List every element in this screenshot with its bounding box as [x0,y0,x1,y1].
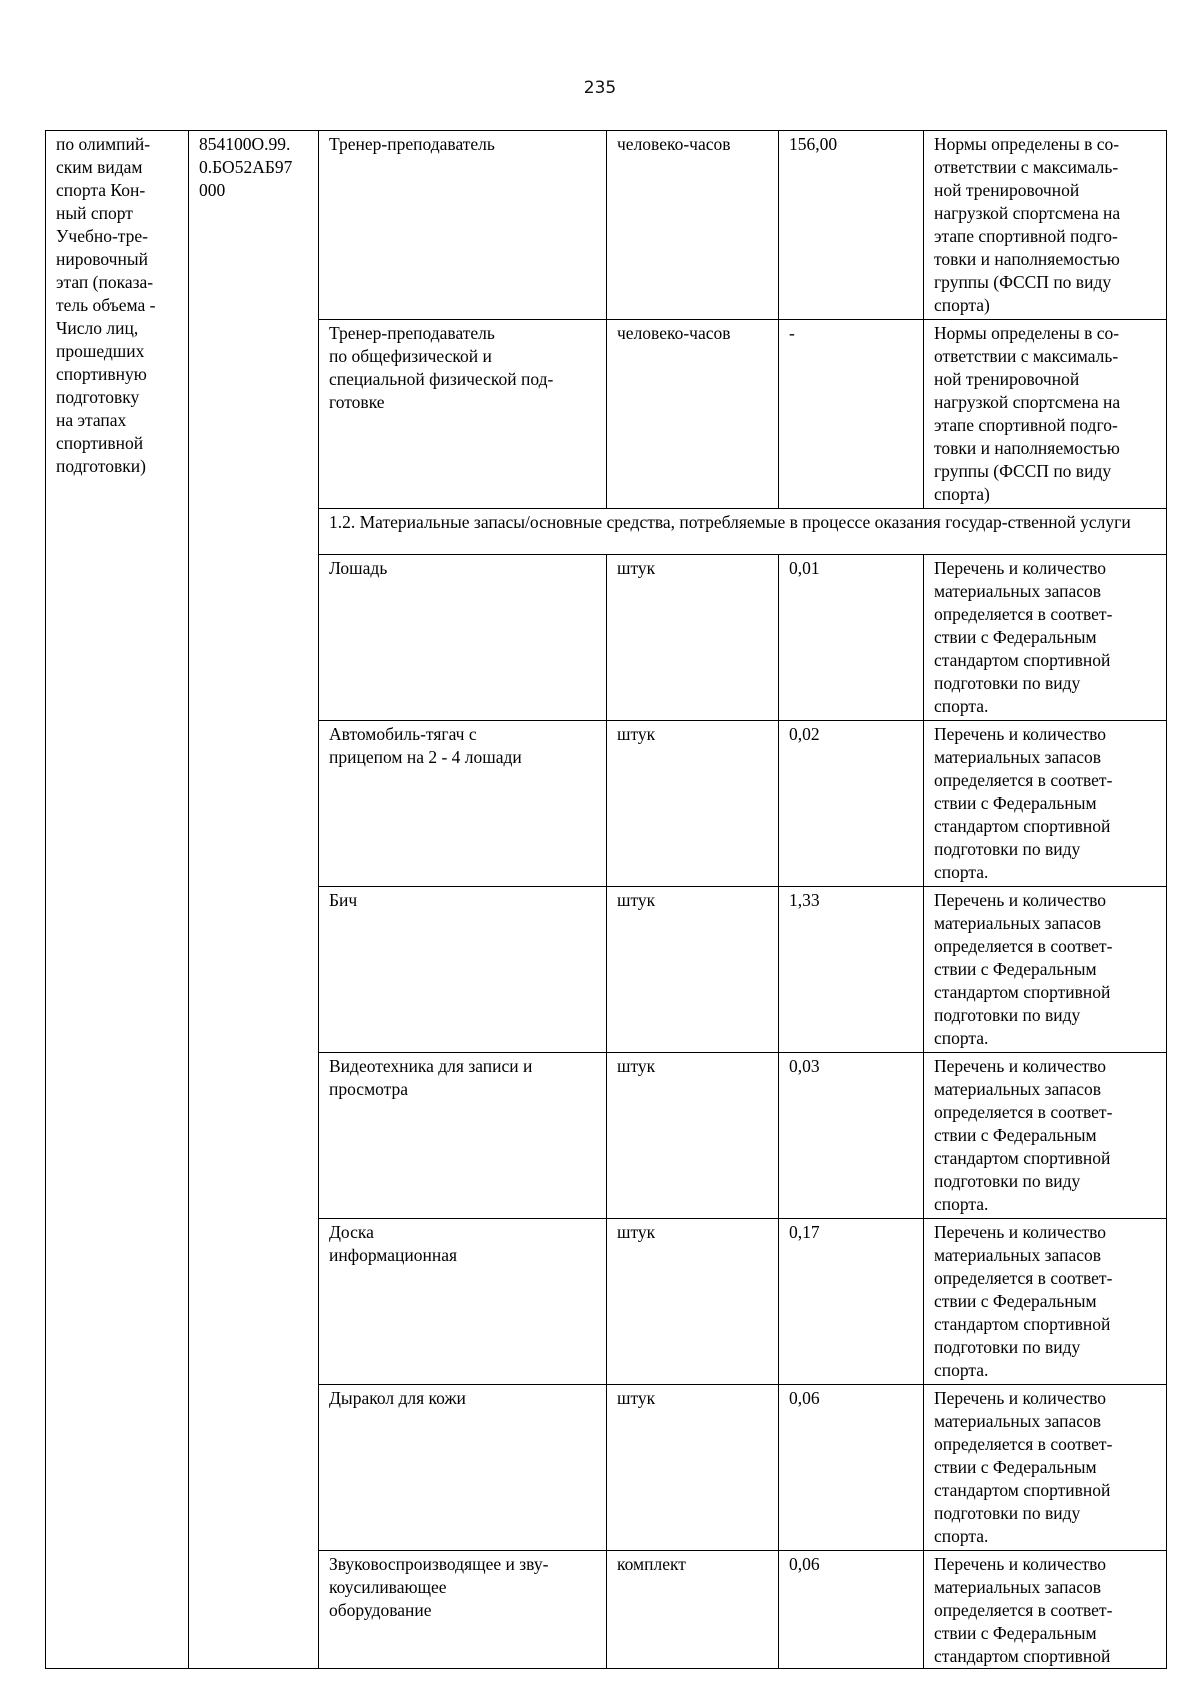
note-cell: Перечень и количество материальных запасов определяется в соответ- ствии с Федеральным стандартом спортивной подготовки по виду спорта. [924,1219,1167,1385]
note-cell: Перечень и количество материальных запасов определяется в соответ- ствии с Федеральным стандартом спортивной подготовки по виду спорта. [924,1385,1167,1551]
service-description-cell: по олимпий- ским видам спорта Кон- ный спорт Учебно-тре- нировочный этап (показа- тель объема - Число лиц, прошедших спортивную подготовку на этапах спортивной подготовки) [46,131,189,1669]
resource-name-cell: Автомобиль-тягач с прицепом на 2 - 4 лошади [319,721,607,887]
unit-cell: человеко-часов [607,131,779,320]
note-cell: Перечень и количество материальных запасов определяется в соответ- ствии с Федеральным стандартом спортивной подготовки по виду спорта. [924,887,1167,1053]
unit-cell: человеко-часов [607,320,779,509]
value-cell: 0,02 [779,721,924,887]
resource-name-cell: Звуковоспроизводящее и зву- коусиливающее оборудование [319,1551,607,1669]
unit-cell: штук [607,555,779,721]
value-cell: 1,33 [779,887,924,1053]
value-cell: 0,17 [779,1219,924,1385]
note-cell: Перечень и количество материальных запасов определяется в соответ- ствии с Федеральным стандартом спортивной подготовки по виду спорта. [924,1053,1167,1219]
resource-name-cell: Дыракол для кожи [319,1385,607,1551]
unit-cell: штук [607,1053,779,1219]
note-cell: Перечень и количество материальных запасов определяется в соответ- ствии с Федеральным стандартом спортивной [924,1551,1167,1669]
unit-cell: штук [607,1385,779,1551]
unit-cell: комплект [607,1551,779,1669]
resource-name-cell: Бич [319,887,607,1053]
table-row [46,131,1167,320]
unit-cell: штук [607,721,779,887]
unit-cell: штук [607,1219,779,1385]
unit-cell: штук [607,887,779,1053]
page-number: 235 [583,78,617,98]
note-cell: Перечень и количество материальных запасов определяется в соответ- ствии с Федеральным стандартом спортивной подготовки по виду спорта. [924,721,1167,887]
resource-name-cell: Лошадь [319,555,607,721]
section-heading: 1.2. Материальные запасы/основные средства, потребляемые в процессе оказания государ-ственной услуги [319,509,1167,555]
value-cell: 0,03 [779,1053,924,1219]
note-cell: Нормы определены в со- ответствии с максималь- ной тренировочной нагрузкой спортсмена на этапе спортивной подго- товки и наполняемостью группы (ФССП по виду спорта) [924,320,1167,509]
resource-name-cell: Доска информационная [319,1219,607,1385]
resource-name-cell: Тренер-преподаватель по общефизической и специальной физической под- готовке [319,320,607,509]
value-cell: 0,06 [779,1385,924,1551]
value-cell: 0,01 [779,555,924,721]
note-cell: Перечень и количество материальных запасов определяется в соответ- ствии с Федеральным стандартом спортивной подготовки по виду спорта. [924,555,1167,721]
value-cell: 156,00 [779,131,924,320]
norms-table [45,130,1167,1669]
value-cell: - [779,320,924,509]
norms-table-body [46,131,1167,1669]
registry-code-cell: 854100О.99. 0.БО52АБ97 000 [189,131,319,1669]
resource-name-cell: Видеотехника для записи и просмотра [319,1053,607,1219]
value-cell: 0,06 [779,1551,924,1669]
note-cell: Нормы определены в со- ответствии с максималь- ной тренировочной нагрузкой спортсмена на этапе спортивной подго- товки и наполняемостью группы (ФССП по виду спорта) [924,131,1167,320]
resource-name-cell: Тренер-преподаватель [319,131,607,320]
